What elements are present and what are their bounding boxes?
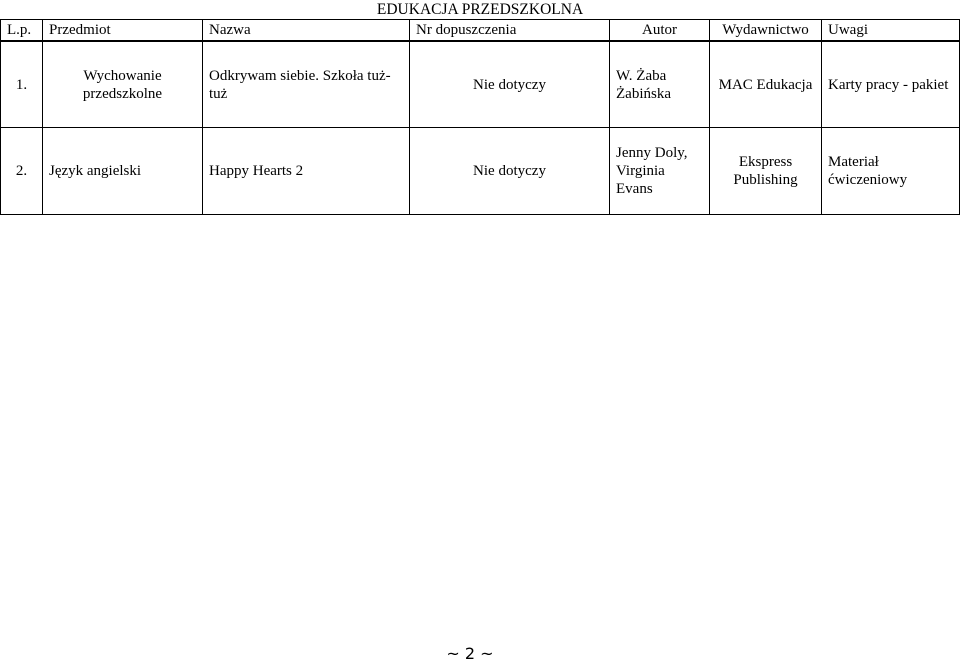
header-lp: L.p.	[1, 20, 43, 42]
table-row	[1, 128, 960, 215]
row-lp: 2.	[1, 128, 43, 215]
header-row	[1, 20, 960, 42]
textbook-table	[0, 0, 960, 215]
row-autor: W. Żaba Żabińska	[610, 41, 710, 128]
row-nr-dopuszczenia: Nie dotyczy	[410, 128, 610, 215]
title-row	[1, 0, 960, 20]
row-autor: Jenny Doly, Virginia Evans	[610, 128, 710, 215]
row-nr-dopuszczenia: Nie dotyczy	[410, 41, 610, 128]
row-przedmiot: Wychowanie przedszkolne	[43, 41, 203, 128]
page-number: ~ 2 ~	[446, 644, 494, 663]
row-nazwa: Odkrywam siebie. Szkoła tuż-tuż	[203, 41, 410, 128]
header-nazwa: Nazwa	[203, 20, 410, 42]
row-uwagi: Materiał ćwiczeniowy	[822, 128, 960, 215]
row-wydawnictwo: MAC Edukacja	[710, 41, 822, 128]
row-przedmiot: Język angielski	[43, 128, 203, 215]
header-autor: Autor	[610, 20, 710, 42]
row-nazwa: Happy Hearts 2	[203, 128, 410, 215]
row-lp: 1.	[1, 41, 43, 128]
section-title: EDUKACJA PRZEDSZKOLNA	[1, 0, 960, 20]
header-nr-dopuszczenia: Nr dopuszczenia	[410, 20, 610, 42]
header-wydawnictwo: Wydawnictwo	[710, 20, 822, 42]
table-row	[1, 41, 960, 128]
header-uwagi: Uwagi	[822, 20, 960, 42]
row-uwagi: Karty pracy - pakiet	[822, 41, 960, 128]
row-wydawnictwo: Ekspress Publishing	[710, 128, 822, 215]
header-przedmiot: Przedmiot	[43, 20, 203, 42]
